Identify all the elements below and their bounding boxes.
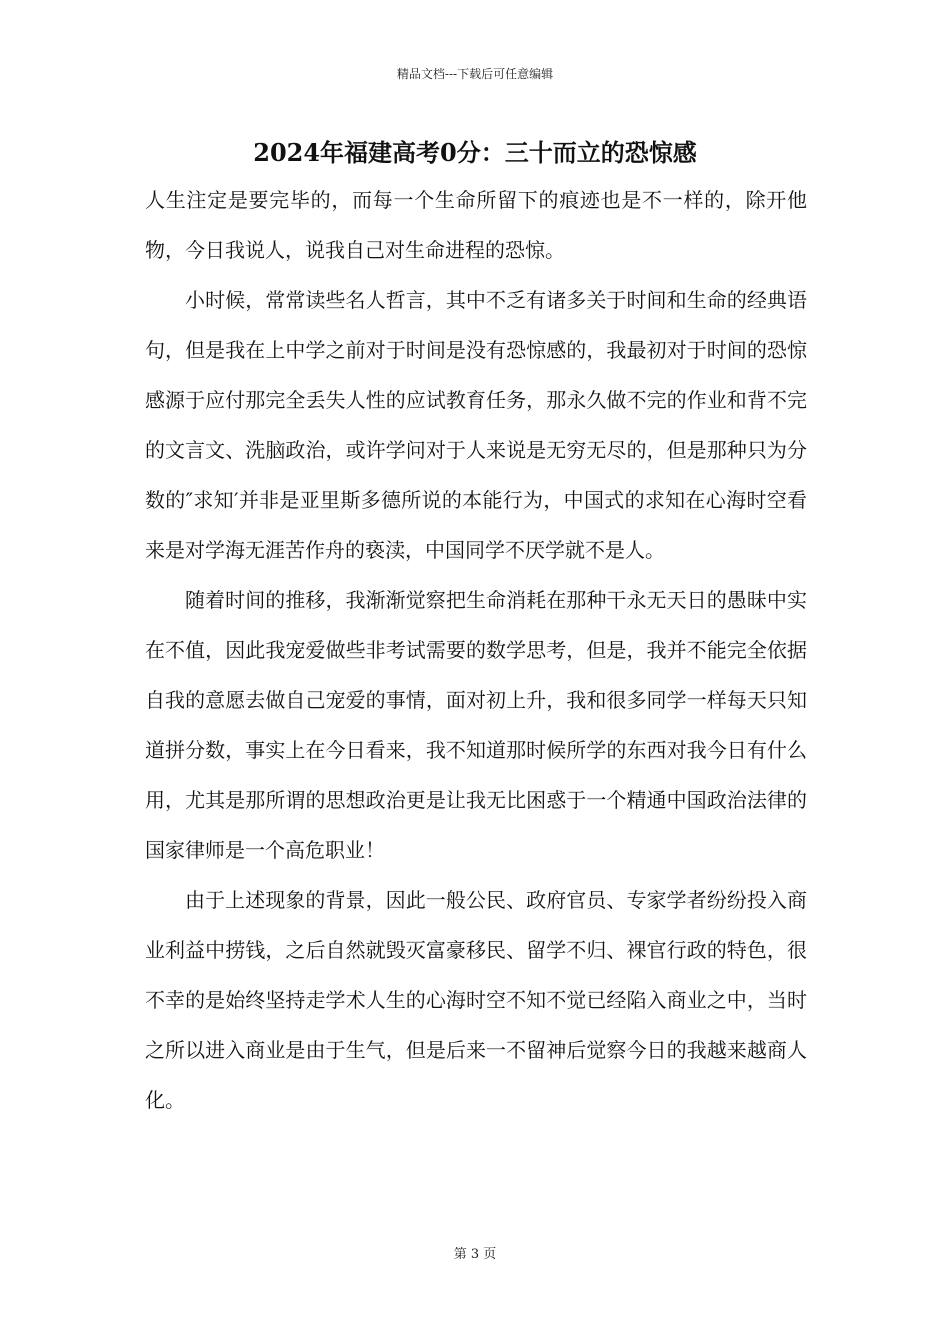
document-body: [145, 175, 807, 1125]
paragraph: 人生注定是要完毕的，而每一个生命所留下的痕迹也是不一样的，除开他物，今日我说人，说我自己对生命进程的恐惊。: [145, 188, 807, 262]
paragraph: 随着时间的推移，我渐渐觉察把生命消耗在那种干永无天日的愚昧中实在不值，因此我宠爱做些非考试需要的数学思考，但是，我并不能完全依据自我的意愿去做自己宠爱的事情，面对初上升，我和很多同学一样每天只知道拼分数，事实上在今日看来，我不知道那时候所学的东西对我今日有什么用，尤其是那所谓的思想政治更是让我无比困惑于一个精通中国政治法律的国家律师是一个高危职业！: [145, 588, 807, 862]
document-title: 2024年福建高考0分：三十而立的恐惊感: [253, 138, 697, 167]
paragraph: 小时候，常常读些名人哲言，其中不乏有诸多关于时间和生命的经典语句，但是我在上中学之前对于时间是没有恐惊感的，我最初对于时间的恐惊感源于应付那完全丢失人性的应试教育任务，那永久做不完的作业和背不完的文言文、洗脑政治，或许学问对于人来说是无穷无尽的，但是那种只为分数的″求知′并非是亚里斯多德所说的本能行为，中国式的求知在心海时空看来是对学海无涯苦作舟的亵渎，中国同学不厌学就不是人。: [145, 288, 807, 562]
page-number: 第 3 页: [453, 1247, 497, 1262]
page-header: 精品文档---下载后可任意编辑: [396, 67, 554, 81]
paragraph: 由于上述现象的背景，因此一般公民、政府官员、专家学者纷纷投入商业利益中捞钱，之后自然就毁灭富豪移民、留学不归、裸官行政的特色，很不幸的是始终坚持走学术人生的心海时空不知不觉已经陷入商业之中，当时之所以进入商业是由于生气，但是后来一不留神后觉察今日的我越来越商人化。: [145, 888, 807, 1112]
